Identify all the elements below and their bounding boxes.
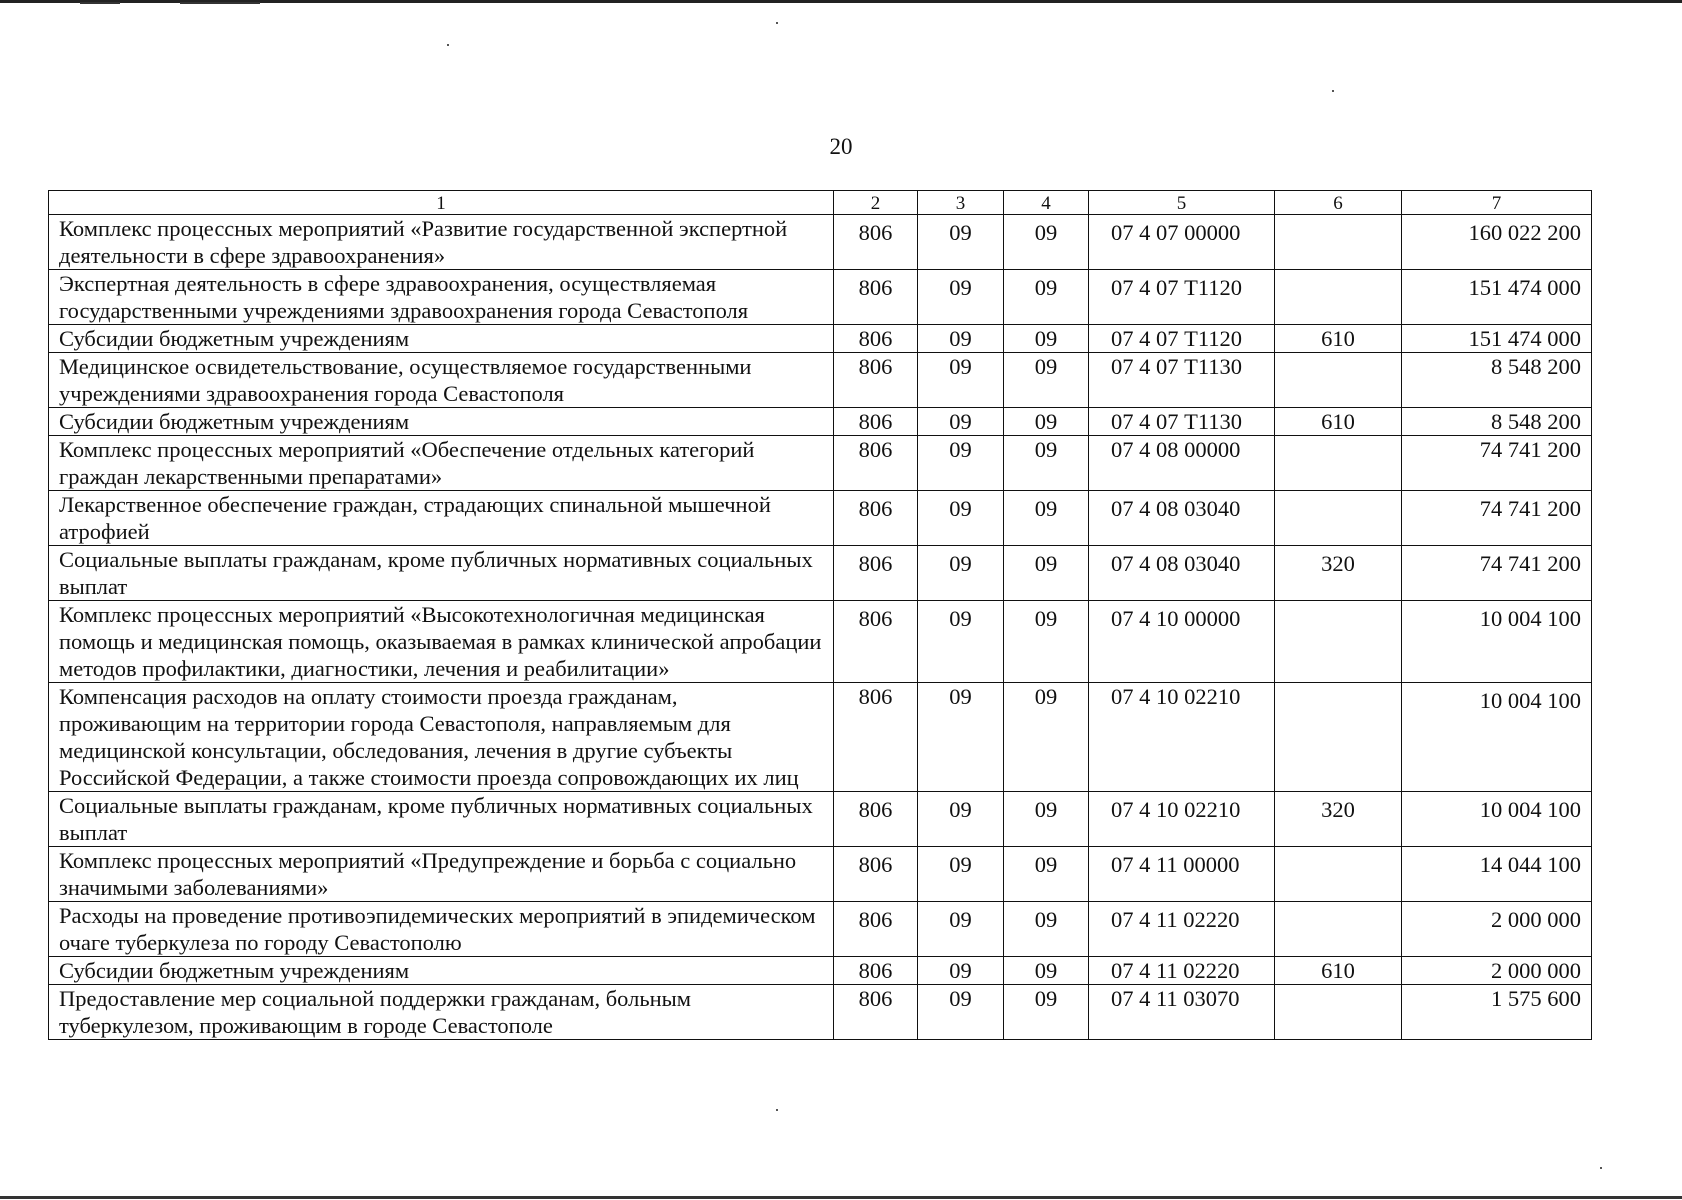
page-number: 20: [829, 134, 853, 159]
row-amount: 10 004 100: [1402, 792, 1592, 847]
row-subsection-code: 09: [1004, 601, 1089, 683]
row-ministry-code: 806: [834, 847, 918, 902]
table-row: [49, 436, 1592, 491]
row-expense-type: [1275, 491, 1402, 546]
row-subsection-code: 09: [1004, 792, 1089, 847]
row-ministry-code: 806: [834, 601, 918, 683]
row-subsection-code: 09: [1004, 847, 1089, 902]
row-target-code: 07 4 11 00000: [1089, 847, 1275, 902]
column-header: 7: [1402, 191, 1592, 215]
table-row: [49, 353, 1592, 408]
row-name: Субсидии бюджетным учреждениям: [49, 957, 834, 985]
row-ministry-code: 806: [834, 902, 918, 957]
column-header: 6: [1275, 191, 1402, 215]
row-ministry-code: 806: [834, 436, 918, 491]
row-amount: 2 000 000: [1402, 957, 1592, 985]
row-target-code: 07 4 07 Т1130: [1089, 353, 1275, 408]
table-row: [49, 215, 1592, 270]
row-section-code: 09: [918, 436, 1004, 491]
row-ministry-code: 806: [834, 491, 918, 546]
scan-edge-bottom: [0, 1196, 1682, 1199]
row-ministry-code: 806: [834, 325, 918, 353]
row-subsection-code: 09: [1004, 957, 1089, 985]
scan-mark: [180, 2, 260, 4]
row-amount: 8 548 200: [1402, 408, 1592, 436]
row-name: Медицинское освидетельствование, осуществляемое государственными учреждениями здравоохранения города Севастополя: [49, 353, 834, 408]
row-name: Лекарственное обеспечение граждан, страдающих спинальной мышечной атрофией: [49, 491, 834, 546]
table-row: [49, 601, 1592, 683]
row-target-code: 07 4 10 02210: [1089, 792, 1275, 847]
scan-speck: [776, 22, 778, 24]
row-amount: 151 474 000: [1402, 270, 1592, 325]
row-target-code: 07 4 10 00000: [1089, 601, 1275, 683]
column-header: 4: [1004, 191, 1089, 215]
row-subsection-code: 09: [1004, 270, 1089, 325]
row-expense-type: 610: [1275, 957, 1402, 985]
row-amount: 14 044 100: [1402, 847, 1592, 902]
row-expense-type: [1275, 683, 1402, 792]
table-row: [49, 270, 1592, 325]
row-expense-type: [1275, 601, 1402, 683]
row-target-code: 07 4 08 00000: [1089, 436, 1275, 491]
row-target-code: 07 4 10 02210: [1089, 683, 1275, 792]
row-amount: 160 022 200: [1402, 215, 1592, 270]
row-target-code: 07 4 07 Т1130: [1089, 408, 1275, 436]
row-expense-type: [1275, 353, 1402, 408]
row-section-code: 09: [918, 491, 1004, 546]
row-name: Социальные выплаты гражданам, кроме публичных нормативных социальных выплат: [49, 546, 834, 601]
row-name: Субсидии бюджетным учреждениям: [49, 325, 834, 353]
row-section-code: 09: [918, 408, 1004, 436]
row-subsection-code: 09: [1004, 325, 1089, 353]
row-subsection-code: 09: [1004, 683, 1089, 792]
row-name: Предоставление мер социальной поддержки гражданам, больным туберкулезом, проживающим в городе Севастополе: [49, 985, 834, 1040]
column-header: 1: [49, 191, 834, 215]
column-header: 2: [834, 191, 918, 215]
row-target-code: 07 4 08 03040: [1089, 546, 1275, 601]
row-subsection-code: 09: [1004, 491, 1089, 546]
row-ministry-code: 806: [834, 985, 918, 1040]
table-row: [49, 683, 1592, 792]
row-name: Экспертная деятельность в сфере здравоохранения, осуществляемая государственными учреждениями здравоохранения города Севастополя: [49, 270, 834, 325]
row-section-code: 09: [918, 683, 1004, 792]
row-name: Комплекс процессных мероприятий «Предупреждение и борьба с социально значимыми заболеваниями»: [49, 847, 834, 902]
row-ministry-code: 806: [834, 270, 918, 325]
row-target-code: 07 4 11 03070: [1089, 985, 1275, 1040]
row-amount: 151 474 000: [1402, 325, 1592, 353]
table-row: [49, 847, 1592, 902]
table-row: [49, 902, 1592, 957]
row-expense-type: [1275, 985, 1402, 1040]
row-name: Компенсация расходов на оплату стоимости проезда гражданам, проживающим на территории города Севастополя, направляемым для медицинской консультации, обследования, лечения в другие субъекты Российской Федерации, а также стоимости проезда сопровождающих их лиц: [49, 683, 834, 792]
scan-speck: [447, 44, 449, 46]
row-name: Комплекс процессных мероприятий «Высокотехнологичная медицинская помощь и медицинская помощь, оказываемая в рамках клинической апробации методов профилактики, диагностики, лечения и реабилитации»: [49, 601, 834, 683]
row-ministry-code: 806: [834, 792, 918, 847]
row-expense-type: 320: [1275, 546, 1402, 601]
row-amount: 2 000 000: [1402, 902, 1592, 957]
row-ministry-code: 806: [834, 353, 918, 408]
row-name: Расходы на проведение противоэпидемических мероприятий в эпидемическом очаге туберкулеза по городу Севастополю: [49, 902, 834, 957]
row-ministry-code: 806: [834, 957, 918, 985]
row-name: Субсидии бюджетным учреждениям: [49, 408, 834, 436]
row-expense-type: [1275, 270, 1402, 325]
row-expense-type: [1275, 847, 1402, 902]
row-amount: 1 575 600: [1402, 985, 1592, 1040]
column-header: 5: [1089, 191, 1275, 215]
column-header: 3: [918, 191, 1004, 215]
scan-mark: [80, 2, 120, 4]
row-section-code: 09: [918, 353, 1004, 408]
row-target-code: 07 4 07 00000: [1089, 215, 1275, 270]
row-subsection-code: 09: [1004, 353, 1089, 408]
row-target-code: 07 4 08 03040: [1089, 491, 1275, 546]
budget-table: [48, 190, 1592, 1040]
row-amount: 74 741 200: [1402, 546, 1592, 601]
row-target-code: 07 4 07 Т1120: [1089, 325, 1275, 353]
row-subsection-code: 09: [1004, 902, 1089, 957]
table-row: [49, 546, 1592, 601]
row-amount: 74 741 200: [1402, 436, 1592, 491]
row-section-code: 09: [918, 546, 1004, 601]
row-section-code: 09: [918, 847, 1004, 902]
row-section-code: 09: [918, 270, 1004, 325]
scan-speck: [1600, 1167, 1602, 1169]
row-name: Социальные выплаты гражданам, кроме публичных нормативных социальных выплат: [49, 792, 834, 847]
row-section-code: 09: [918, 601, 1004, 683]
row-subsection-code: 09: [1004, 215, 1089, 270]
table-row: [49, 957, 1592, 985]
table-row: [49, 985, 1592, 1040]
row-ministry-code: 806: [834, 215, 918, 270]
scan-speck: [1332, 90, 1334, 92]
row-name: Комплекс процессных мероприятий «Развитие государственной экспертной деятельности в сфере здравоохранения»: [49, 215, 834, 270]
scan-speck: [776, 1109, 778, 1111]
row-subsection-code: 09: [1004, 408, 1089, 436]
row-amount: 74 741 200: [1402, 491, 1592, 546]
row-target-code: 07 4 11 02220: [1089, 902, 1275, 957]
row-section-code: 09: [918, 985, 1004, 1040]
row-section-code: 09: [918, 902, 1004, 957]
table-row: [49, 408, 1592, 436]
row-section-code: 09: [918, 957, 1004, 985]
row-expense-type: [1275, 436, 1402, 491]
row-name: Комплекс процессных мероприятий «Обеспечение отдельных категорий граждан лекарственными препаратами»: [49, 436, 834, 491]
row-subsection-code: 09: [1004, 436, 1089, 491]
table-row: [49, 792, 1592, 847]
row-target-code: 07 4 07 Т1120: [1089, 270, 1275, 325]
row-expense-type: 320: [1275, 792, 1402, 847]
row-subsection-code: 09: [1004, 985, 1089, 1040]
row-subsection-code: 09: [1004, 546, 1089, 601]
row-target-code: 07 4 11 02220: [1089, 957, 1275, 985]
row-expense-type: 610: [1275, 408, 1402, 436]
row-section-code: 09: [918, 215, 1004, 270]
row-expense-type: [1275, 902, 1402, 957]
row-section-code: 09: [918, 792, 1004, 847]
column-number-row: [49, 191, 1592, 215]
table-row: [49, 491, 1592, 546]
row-section-code: 09: [918, 325, 1004, 353]
row-amount: 10 004 100: [1402, 683, 1592, 792]
row-amount: 8 548 200: [1402, 353, 1592, 408]
row-expense-type: 610: [1275, 325, 1402, 353]
row-expense-type: [1275, 215, 1402, 270]
row-ministry-code: 806: [834, 683, 918, 792]
row-ministry-code: 806: [834, 408, 918, 436]
row-amount: 10 004 100: [1402, 601, 1592, 683]
row-ministry-code: 806: [834, 546, 918, 601]
table-row: [49, 325, 1592, 353]
